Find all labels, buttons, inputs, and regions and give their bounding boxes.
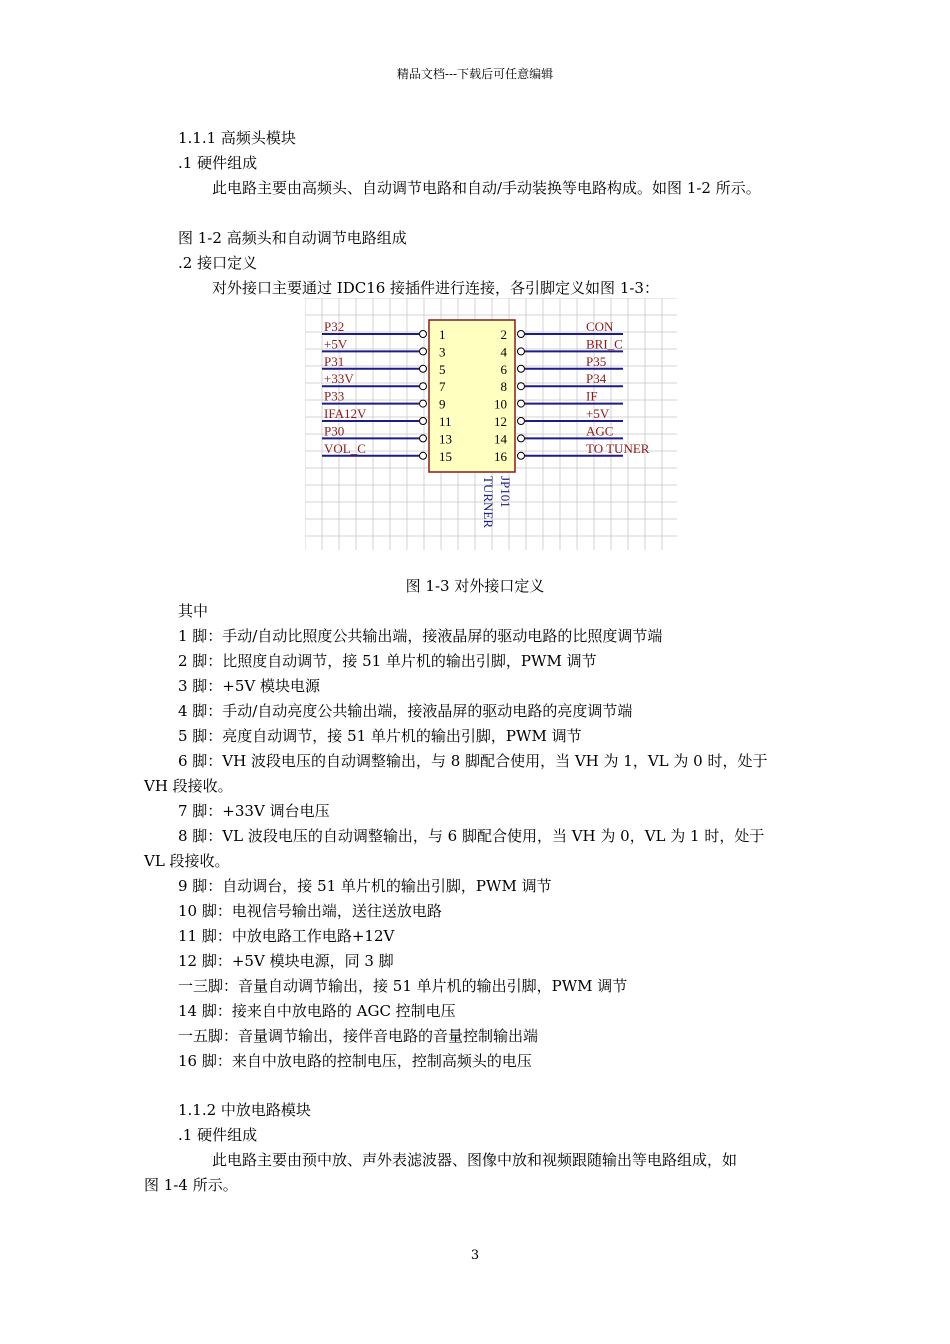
pin-terminal-left [420,365,427,372]
pin-description: 10 脚：电视信号输出端，送往送放电路 [178,902,442,920]
net-label-right: +5V [586,406,610,421]
pin-number-right: 6 [500,361,507,377]
pin-description-continued: VH 段接收。 [144,777,233,795]
pin-description: 12 脚：+5V 模块电源，同 3 脚 [178,952,394,970]
net-label-right: IF [586,388,598,404]
pin-number-left: 3 [439,344,446,360]
net-label-right: BRI_C [586,336,623,352]
pin-terminal-left [420,400,427,407]
pin-terminal-left [420,348,427,355]
pin-description: 7 脚：+33V 调台电压 [178,802,330,820]
pin-description: 14 脚：接来自中放电路的 AGC 控制电压 [178,1002,456,1020]
pin-number-left: 7 [439,379,446,395]
pin-description: 一三脚：音量自动调节输出，接 51 单片机的输出引脚，PWM 调节 [178,977,628,995]
pin-terminal-right [518,452,525,459]
section-title: 1.1.1 高频头模块 [178,129,296,147]
subsection-heading: .1 硬件组成 [178,154,258,172]
connector-designator: JP101 [498,476,513,508]
pin-terminal-left [420,383,427,390]
pin-description: 16 脚：来自中放电路的控制电压，控制高频头的电压 [178,1052,532,1070]
connector-part-name: TURNER [481,476,496,528]
pin-terminal-right [518,435,525,442]
pin-terminal-right [518,331,525,338]
pin-number-left: 1 [439,327,446,342]
pin-description: 11 脚：中放电路工作电路+12V [178,927,395,945]
pin-description: 一五脚：音量调节输出，接伴音电路的音量控制输出端 [178,1027,539,1045]
pin-number-right: 4 [500,344,507,360]
net-label-right: CON [586,319,614,334]
pin-number-left: 9 [439,396,446,412]
pin-description-continued: VL 段接收。 [144,852,230,870]
connector-schematic [305,298,677,550]
pin-number-left: 5 [439,361,446,377]
net-label-left: +33V [324,371,354,387]
pin-number-left: 15 [439,448,452,464]
net-label-left: P30 [324,423,345,439]
pin-terminal-left [420,452,427,459]
page-number: 3 [470,1248,480,1263]
pin-terminal-left [420,331,427,338]
net-label-left: P33 [324,388,345,404]
pin-number-left: 13 [439,431,452,447]
pin-terminal-right [518,400,525,407]
pin-number-left: 11 [439,414,452,429]
pin-terminal-right [518,348,525,355]
pin-terminal-right [518,365,525,372]
figure-caption: 图 1-2 高频头和自动调节电路组成 [178,229,407,247]
net-label-right: P34 [586,371,607,387]
net-label-left: +5V [324,336,348,352]
net-label-left: VOL_C [324,440,366,456]
subsection-heading: .1 硬件组成 [178,1126,258,1144]
pin-terminal-left [420,435,427,442]
page-header: 精品文档---下载后可任意编辑 [396,67,554,81]
net-label-right: P35 [586,353,607,369]
pin-number-right: 14 [494,431,507,447]
pin-description: 5 脚：亮度自动调节，接 51 单片机的输出引脚，PWM 调节 [178,727,582,745]
pin-terminal-right [518,418,525,425]
net-label-left: P31 [324,353,345,369]
paragraph: 对外接口主要通过 IDC16 接插件进行连接，各引脚定义如图 1-3： [212,279,659,297]
paragraph-continued: 图 1-4 所示。 [144,1176,238,1194]
pin-description: 4 脚：手动/自动亮度公共输出端，接液晶屏的驱动电路的亮度调节端 [178,702,633,720]
pin-number-right: 2 [500,327,507,342]
pin-terminal-left [420,418,427,425]
paragraph: 此电路主要由高频头、自动调节电路和自动/手动装换等电路构成。如图 1-2 所示。 [212,179,761,197]
pin-number-right: 8 [500,379,507,395]
pin-description: 8 脚：VL 波段电压的自动调整输出，与 6 脚配合使用，当 VH 为 0，VL 为 1 时，处于 [178,827,765,845]
pin-description: 6 脚：VH 波段电压的自动调整输出，与 8 脚配合使用，当 VH 为 1，VL 为 0 时，处于 [178,752,768,770]
net-label-left: P32 [324,319,345,334]
net-label-right: AGC [586,423,614,439]
section-title: 1.1.2 中放电路模块 [178,1101,311,1119]
net-label-right: TO TUNER [586,440,650,456]
pin-description: 9 脚：自动调台，接 51 单片机的输出引脚，PWM 调节 [178,877,552,895]
figure-caption: 图 1-3 对外接口定义 [405,577,545,595]
pin-description: 1 脚：手动/自动比照度公共输出端，接液晶屏的驱动电路的比照度调节端 [178,627,663,645]
pin-number-right: 16 [494,448,507,464]
pin-description: 2 脚：比照度自动调节，接 51 单片机的输出引脚，PWM 调节 [178,652,597,670]
subsection-heading: .2 接口定义 [178,254,258,272]
pin-description: 3 脚：+5V 模块电源 [178,677,321,695]
paragraph: 其中 [178,602,209,620]
pin-number-right: 12 [494,414,507,429]
paragraph: 此电路主要由预中放、声外表滤波器、图像中放和视频跟随输出等电路组成，如 [212,1151,738,1169]
pin-terminal-right [518,383,525,390]
pin-number-right: 10 [494,396,507,412]
net-label-left: IFA12V [324,406,367,421]
